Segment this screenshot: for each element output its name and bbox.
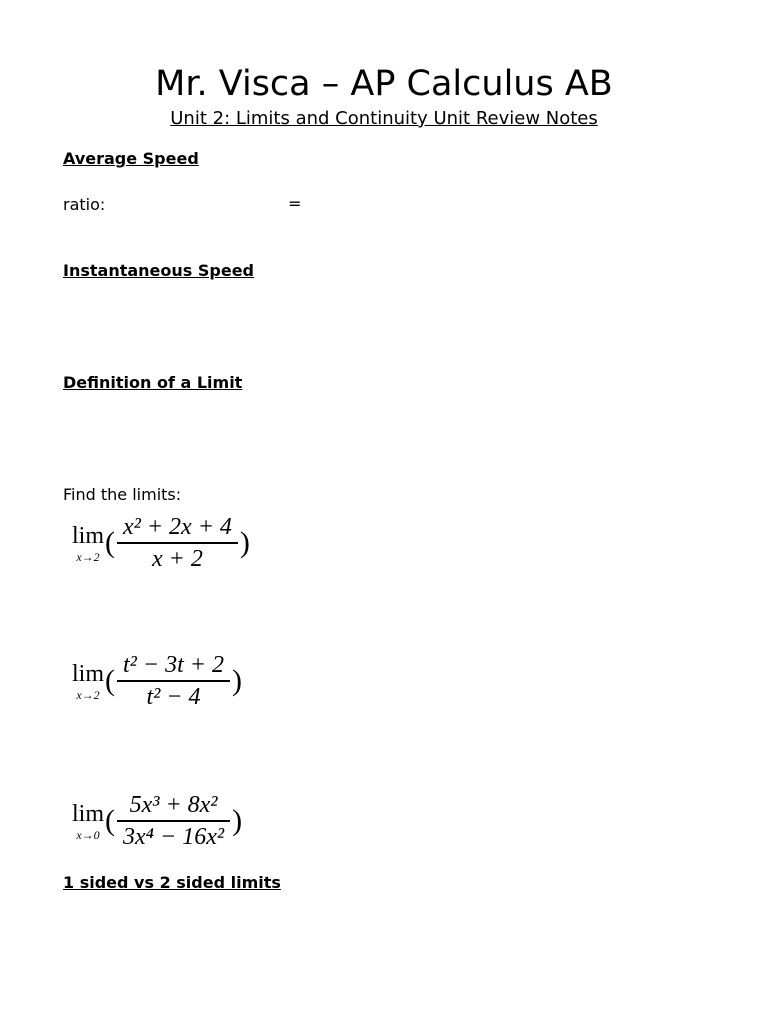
open-paren: ( [105, 803, 116, 837]
lim-word: lim [72, 522, 105, 549]
lim-subscript: x→2 [76, 549, 100, 564]
ratio-equals-sign: = [288, 194, 302, 213]
numerator: t² − 3t + 2 [123, 652, 224, 678]
lim-word: lim [72, 800, 105, 827]
limit-operator [72, 801, 104, 841]
numerator: 5x³ + 8x² [129, 792, 218, 818]
page-title: Mr. Visca – AP Calculus AB [155, 64, 613, 104]
limit-problem-2 [72, 650, 242, 712]
fraction [117, 512, 238, 574]
open-paren: ( [105, 525, 116, 559]
denominator: x + 2 [152, 545, 203, 572]
lim-word: lim [72, 660, 105, 687]
close-paren: ) [231, 663, 242, 697]
denominator: 3x⁴ − 16x² [123, 823, 225, 850]
heading-definition-of-limit: Definition of a Limit [63, 373, 243, 392]
lim-subscript: x→2 [76, 687, 100, 702]
limit-problem-1 [72, 512, 250, 574]
page-subtitle: Unit 2: Limits and Continuity Unit Review Notes [170, 108, 598, 129]
numerator: x² + 2x + 4 [123, 514, 232, 540]
lim-subscript: x→0 [76, 827, 100, 842]
fraction [117, 650, 230, 712]
ratio-label: ratio: [63, 195, 106, 214]
fraction [117, 790, 230, 852]
open-paren: ( [105, 663, 116, 697]
heading-one-vs-two-sided-limits: 1 sided vs 2 sided limits [63, 873, 281, 892]
limit-operator [72, 523, 104, 563]
find-limits-prompt: Find the limits: [63, 485, 182, 504]
heading-average-speed: Average Speed [63, 149, 199, 168]
denominator: t² − 4 [146, 683, 201, 710]
limit-operator [72, 661, 104, 701]
limit-problem-3 [72, 790, 242, 852]
close-paren: ) [232, 803, 243, 837]
close-paren: ) [239, 525, 250, 559]
heading-instantaneous-speed: Instantaneous Speed [63, 261, 254, 280]
